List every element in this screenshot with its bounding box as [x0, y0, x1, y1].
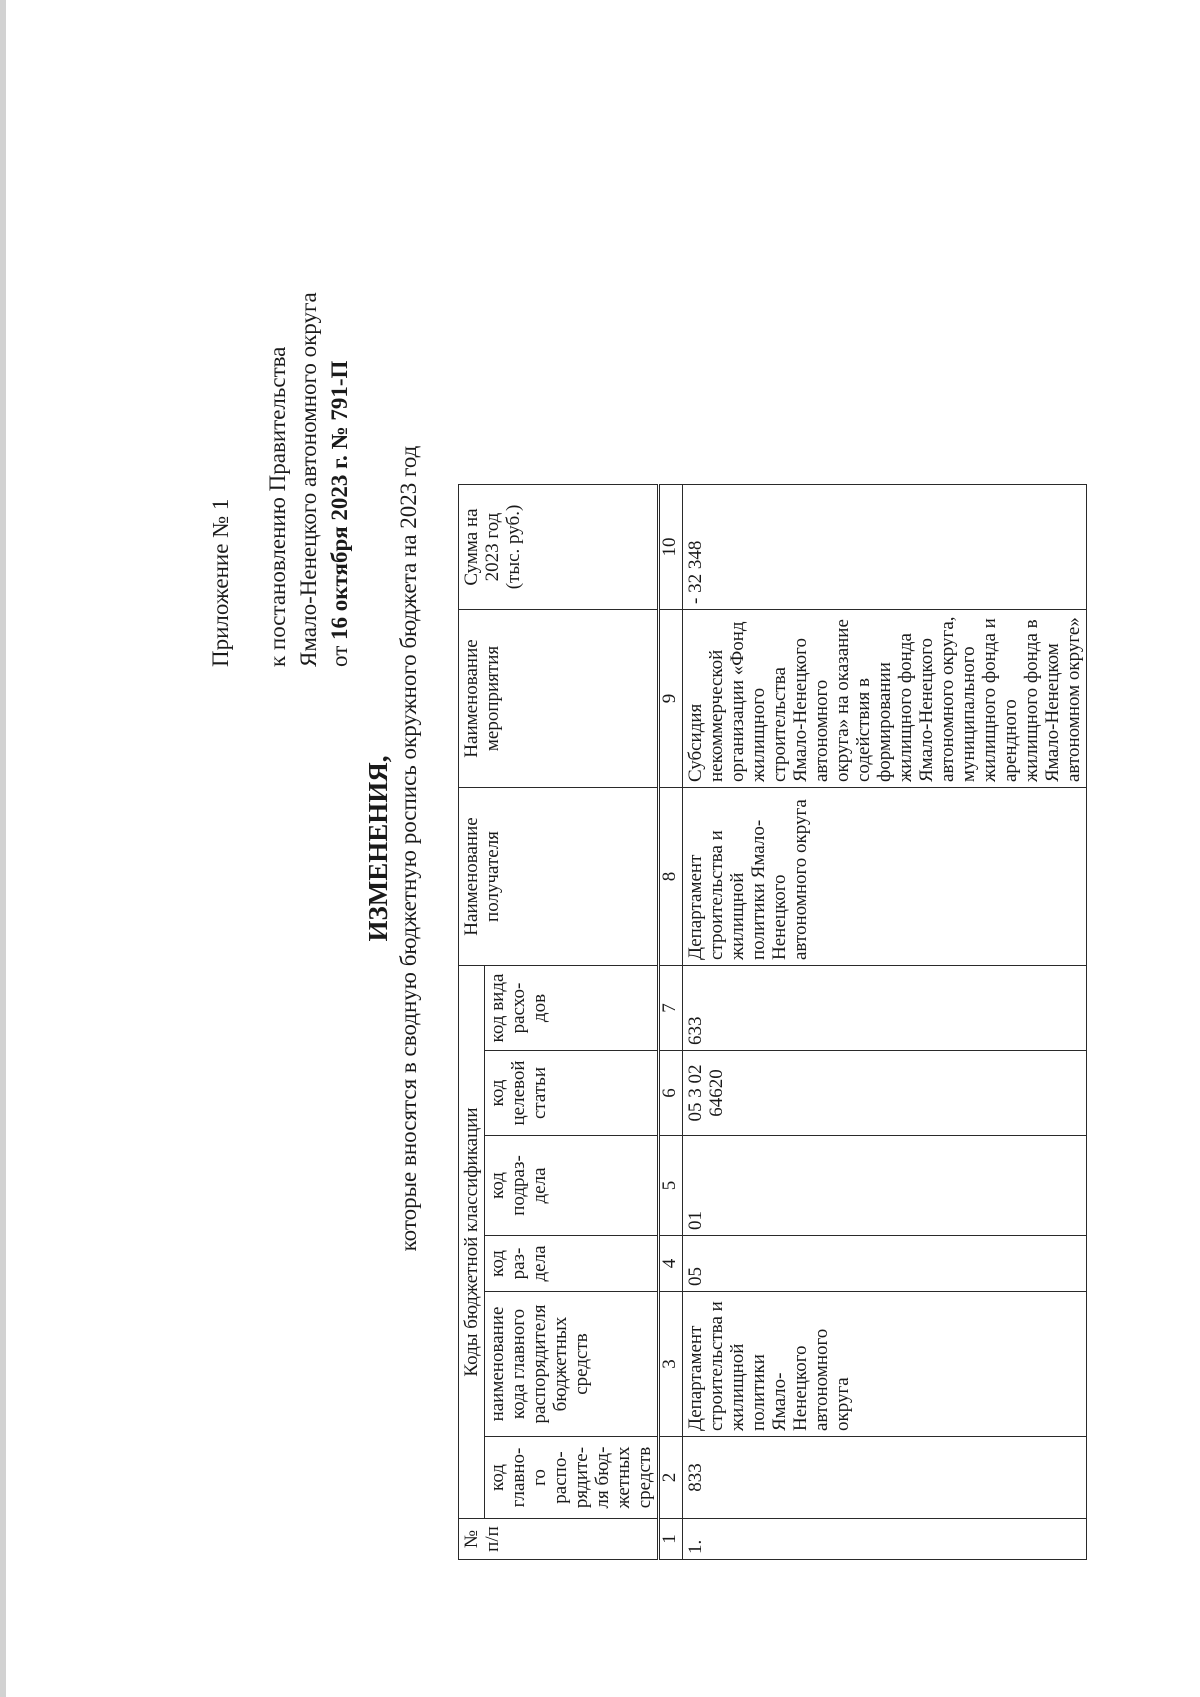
- header-num: № п/п: [459, 1519, 659, 1560]
- appendix-title: Приложение № 1: [208, 498, 233, 667]
- document-subheading: которые вносятся в сводную бюджетную роспись окружного бюджета на 2023 год: [396, 445, 421, 1252]
- document-heading: ИЗМЕНЕНИЯ,: [363, 755, 393, 942]
- column-number: 7: [659, 966, 683, 1051]
- landscape-content: [6, 0, 1200, 1697]
- header-section-code: код раз-дела: [485, 1236, 659, 1292]
- cell-grbs-code: 833: [683, 1437, 1087, 1519]
- cell-num: 1.: [683, 1519, 1087, 1560]
- header-budget-classification: Коды бюджетной классификации: [459, 966, 485, 1519]
- budget-changes-table: [458, 484, 1087, 1560]
- header-event: Наименование мероприятия: [459, 610, 659, 788]
- cell-grbs-name: Департамент строительства и жилищной политики Ямало-Ненецкого автономного округа: [683, 1292, 1087, 1437]
- cell-recipient: Департамент строительства и жилищной политики Ямало-Ненецкого автономного округа: [683, 788, 1087, 966]
- header-target-code: код целевой статьи: [485, 1051, 659, 1136]
- decree-date-number: 16 октября 2023 г. № 791-П: [327, 360, 352, 640]
- table-row: [683, 485, 1087, 1560]
- decree-reference-line-1: к постановлению Правительства: [265, 346, 290, 667]
- column-number: 10: [659, 485, 683, 610]
- column-number: 1: [659, 1519, 683, 1560]
- document-page: [6, 0, 1200, 1697]
- column-number: 2: [659, 1437, 683, 1519]
- cell-subsection-code: 01: [683, 1136, 1087, 1236]
- cell-section-code: 05: [683, 1236, 1087, 1292]
- cell-event: Субсидия некоммерческой организации «Фонд жилищного строительства Ямало-Ненецкого автономного округа» на оказание содействия в формировании жилищного фонда Ямало-Ненецкого автономного округа, муниципального жилищного фонда и арендного жилищного фонда в Ямало-Ненецком автономном округе»: [683, 610, 1087, 788]
- column-number: 4: [659, 1236, 683, 1292]
- header-grbs-name: наименование кода главного распорядителя бюджетных средств: [485, 1292, 659, 1437]
- header-subsection-code: код подраз-дела: [485, 1136, 659, 1236]
- decree-date-prefix: от: [327, 645, 352, 667]
- cell-amount: - 32 348: [683, 485, 1087, 610]
- decree-reference-line-2: Ямало-Ненецкого автономного округа: [296, 292, 321, 667]
- header-grbs-code: код главно-го распо-рядите-ля бюд-жетных средств: [485, 1437, 659, 1519]
- column-number: 6: [659, 1051, 683, 1136]
- column-number: 3: [659, 1292, 683, 1437]
- header-recipient: Наименование получателя: [459, 788, 659, 966]
- column-numbers-row: [659, 485, 683, 1560]
- header-expense-type-code: код вида расхо-дов: [485, 966, 659, 1051]
- cell-target-code: 05 3 02 64620: [683, 1051, 1087, 1136]
- column-number: 5: [659, 1136, 683, 1236]
- header-amount: Сумма на 2023 год (тыс. руб.): [459, 485, 659, 610]
- cell-expense-type-code: 633: [683, 966, 1087, 1051]
- column-number: 8: [659, 788, 683, 966]
- column-number: 9: [659, 610, 683, 788]
- decree-date-line: [324, 361, 355, 667]
